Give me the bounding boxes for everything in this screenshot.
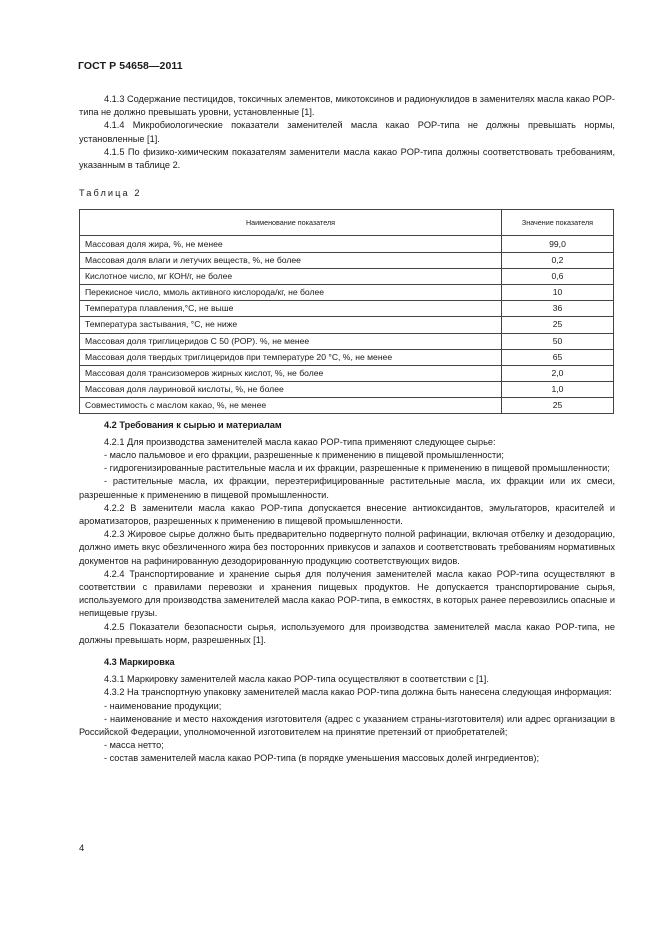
table-row <box>80 236 614 252</box>
list-item: - состав заменителей масла какао POP-типа (в порядке уменьшения массовых долей ингредиентов); <box>104 753 540 764</box>
indicator-name: Массовая доля жира, %, не менее <box>80 236 502 252</box>
table-row <box>80 284 614 300</box>
indicator-name: Температура застывания, °С, не ниже <box>80 317 502 333</box>
table-row <box>80 349 614 365</box>
clause-4-2-4: 4.2.4 Транспортирование и хранение сырья для получения заменителей масла какао POP-типа осуществляют в соответствии с правилами перевозки и хранения пищевых продуктов. Не допускается транспортирование сырья, используемого для производства заменителей масла какао POP-типа, в емкостях, в которых ранее перевозились опасные и непищевые грузы. <box>79 568 615 619</box>
indicator-value: 1,0 <box>502 382 614 398</box>
indicator-value: 2,0 <box>502 365 614 381</box>
list-item: - наименование продукции; <box>104 700 222 711</box>
indicator-value: 25 <box>502 317 614 333</box>
list-item: - масло пальмовое и его фракции, разрешенные к применению в пищевой промышленности; <box>104 449 504 460</box>
clause-4-2-5: 4.2.5 Показатели безопасности сырья, используемого для производства заменителей масла какао POP-типа, не должны превышать норм, разрешенных [1]. <box>79 621 615 645</box>
table-header-row <box>80 210 614 236</box>
section-heading-4-2: 4.2 Требования к сырью и материалам <box>104 420 282 431</box>
table-row <box>80 365 614 381</box>
indicator-name: Совместимость с маслом какао, %, не менее <box>80 398 502 414</box>
document-header: ГОСТ Р 54658—2011 <box>78 60 183 72</box>
indicator-name: Массовая доля лауриновой кислоты, %, не более <box>80 382 502 398</box>
indicator-name: Массовая доля влаги и летучих веществ, %, не более <box>80 252 502 268</box>
indicator-name: Массовая доля трансизомеров жирных кислот, %, не более <box>80 365 502 381</box>
table-caption: Таблица 2 <box>79 188 142 199</box>
indicator-name: Массовая доля твердых триглицеридов при температуре 20 °С, %, не менее <box>80 349 502 365</box>
column-header-value: Значение показателя <box>502 210 614 236</box>
table-row <box>80 252 614 268</box>
indicator-value: 25 <box>502 398 614 414</box>
table-row <box>80 398 614 414</box>
indicator-value: 10 <box>502 284 614 300</box>
list-item: - наименование и место нахождения изготовителя (адрес с указанием страны-изготовителя) или адрес организации в Российской Федерации, уполномоченной изготовителем на принятие претензий от приобретателей; <box>79 713 615 737</box>
list-item: - масса нетто; <box>104 740 164 751</box>
clause-4-3-2: 4.3.2 На транспортную упаковку заменителей масла какао POP-типа должна быть нанесена следующая информация: <box>104 687 612 698</box>
indicator-value: 0,2 <box>502 252 614 268</box>
clause-4-2-2: 4.2.2 В заменители масла какао POP-типа допускается внесение антиоксидантов, эмульгаторов, красителей и ароматизаторов, разрешенных к применению в пищевой промышленности. <box>79 502 615 526</box>
list-item: - гидрогенизированные растительные масла и их фракции, разрешенные к применению в пищевой промышленности; <box>104 463 610 474</box>
table-row <box>80 382 614 398</box>
indicator-value: 99,0 <box>502 236 614 252</box>
clause-4-1-3: 4.1.3 Содержание пестицидов, токсичных элементов, микотоксинов и радионуклидов в заменителях масла какао POP-типа не должно превышать уровни, установленные [1]. <box>79 94 615 118</box>
indicator-value: 50 <box>502 333 614 349</box>
indicator-name: Массовая доля триглицеридов С 50 (POP). %, не менее <box>80 333 502 349</box>
table-row <box>80 317 614 333</box>
section-heading-4-3: 4.3 Маркировка <box>104 656 175 667</box>
clause-4-1-5: 4.1.5 По физико-химическим показателям заменители масла какао POP-типа должны соответствовать требованиям, указанным в таблице 2. <box>79 146 615 171</box>
indicator-name: Перекисное число, ммоль активного кислорода/кг, не более <box>80 284 502 300</box>
indicator-value: 65 <box>502 349 614 365</box>
indicator-value: 36 <box>502 301 614 317</box>
indicator-name: Кислотное число, мг КОН/г, не более <box>80 268 502 284</box>
clause-4-2-3: 4.2.3 Жировое сырье должно быть предварительно подвергнуто полной рафинации, включая отбелку и дезодорацию, должно иметь вкус обезличенного жира без посторонних привкусов и запахов и соответствовать требованиям нормативных документов на рафинированную дезодорированную продукцию соответствующих видов. <box>79 529 615 566</box>
indicator-value: 0,6 <box>502 268 614 284</box>
table-row <box>80 333 614 349</box>
column-header-name: Наименование показателя <box>80 210 502 236</box>
document-body <box>79 93 615 766</box>
indicators-table <box>79 209 614 414</box>
table-row <box>80 301 614 317</box>
clause-4-2-1: 4.2.1 Для производства заменителей масла какао POP-типа применяют следующее сырье: <box>104 436 496 447</box>
clause-4-3-1: 4.3.1 Маркировку заменителей масла какао POP-типа осуществляют в соответствии с [1]. <box>104 674 489 685</box>
clause-4-1-4: 4.1.4 Микробиологические показатели заменителей масла какао POP-типа не должны превышать нормы, установленные [1]. <box>79 120 615 144</box>
list-item: - растительные масла, их фракции, переэтерифицированные растительные масла, их фракции или их смеси, разрешенные к применению в пищевой промышленности. <box>79 476 615 500</box>
table-row <box>80 268 614 284</box>
indicator-name: Температура плавления,°С, не выше <box>80 301 502 317</box>
page-number: 4 <box>79 843 85 854</box>
